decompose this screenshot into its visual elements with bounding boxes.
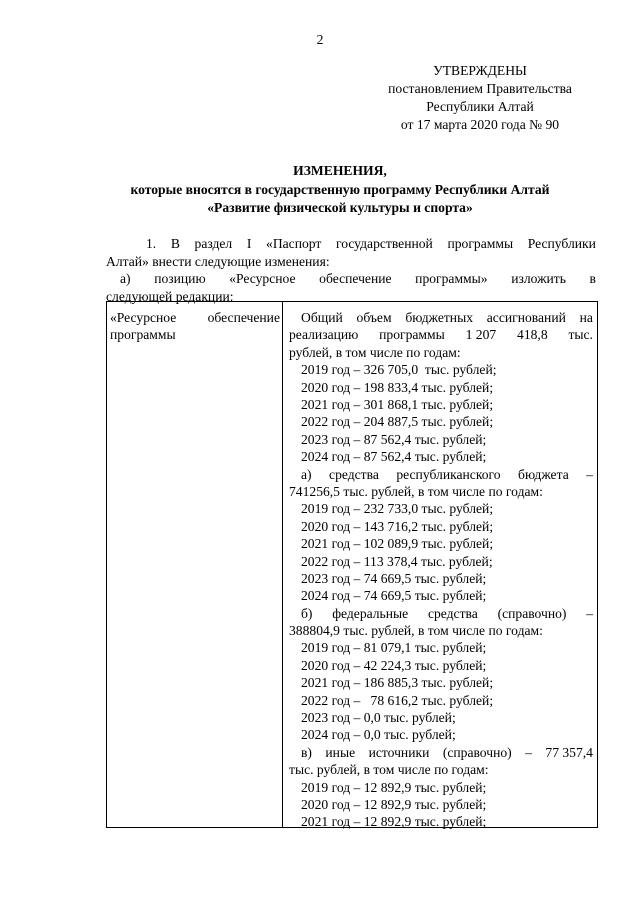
table-value-cell [283,302,597,830]
year-amount-line: 2019 год – 81 079,1 тыс. рублей; [301,640,487,656]
word: 77 357,4 [545,744,593,760]
word: средства [427,605,478,621]
total-years-list [289,361,593,465]
word: позицию [154,271,206,287]
title-line: которые вносятся в государственную программу Республики Алтай [130,181,550,197]
word: иные [325,744,356,760]
b-years-list [289,639,593,743]
word: средства [329,466,379,482]
c-years-list [289,779,593,831]
year-amount-line: 2024 год – 74 669,5 тыс. рублей; [301,588,487,604]
year-amount-line: 2023 год – 0,0 тыс. рублей; [301,710,456,726]
word: б) [301,605,313,621]
year-amount-line: 2020 год – 42 224,3 тыс. рублей; [301,657,487,673]
word: «Ресурсное [229,271,296,287]
word: В [170,236,180,251]
b-line-2: 388804,9 тыс. рублей, в том числе по годам: [289,623,543,639]
total-line-1 [289,309,593,326]
year-amount-line: 2022 год – 113 378,4 тыс. рублей; [301,553,493,569]
word: обеспечение [319,271,392,287]
word: Республики [527,236,596,251]
word: программы» [415,271,488,287]
intro-paragraph-2-line-2: следующей редакции: [106,288,234,304]
word: 1. [146,236,157,251]
year-amount-line: 2019 год – 232 733,0 тыс. рублей; [301,501,494,517]
word: «Ресурсное [110,310,177,325]
label-line-2: программы [110,327,176,343]
a-line-1 [289,466,593,483]
year-amount-line: 2020 год – 198 833,4 тыс. рублей; [301,379,494,395]
word: – [586,605,593,621]
word: – [525,744,532,760]
c-line-2: тыс. рублей, в том числе по годам: [289,762,489,778]
intro-paragraph-1-line-2: Алтай» внести следующие изменения: [106,253,330,269]
intro-paragraph-1-line-1 [106,235,596,253]
word: в [589,271,596,287]
word: раздел [194,236,233,251]
year-amount-line: 2023 год – 74 669,5 тыс. рублей; [301,570,487,586]
word: на [579,310,593,325]
title-line: ИЗМЕНЕНИЯ, [293,163,387,178]
c-line-1 [289,744,593,761]
approval-line: Республики Алтай [426,99,534,114]
word: Общий [301,310,343,325]
year-amount-line: 2020 год – 143 716,2 тыс. рублей; [301,518,494,534]
word: «Паспорт [266,236,322,251]
word: программы [447,236,514,251]
word: I [246,236,252,251]
approval-stamp [360,62,600,134]
word: реализацию [289,327,359,343]
label-line-1 [110,309,280,326]
year-amount-line: 2022 год – 204 887,5 тыс. рублей; [301,414,494,430]
word: в) [301,744,312,760]
table-label-cell [107,302,283,827]
a-years-list [289,500,593,604]
word: бюджета [518,466,569,482]
year-amount-line: 2020 год – 12 892,9 тыс. рублей; [301,797,487,813]
total-line-2 [289,326,593,343]
word: бюджетных [405,310,474,325]
word: обеспечение [207,310,280,325]
word: (справочно) [497,605,567,621]
approval-line: постановлением Правительства [388,81,572,96]
year-amount-line: 2023 год – 87 562,4 тыс. рублей; [301,431,487,447]
approval-line: УТВЕРЖДЕНЫ [433,63,527,78]
word: объем [356,310,392,325]
year-amount-line: 2021 год – 301 868,1 тыс. рублей; [301,396,494,412]
a-line-2: 741256,5 тыс. рублей, в том числе по годам: [289,483,543,499]
word: федеральные [332,605,409,621]
word: – [586,466,593,482]
total-line-3: рублей, в том числе по годам: [289,344,461,360]
b-line-1 [289,605,593,622]
year-amount-line: 2024 год – 0,0 тыс. рублей; [301,727,456,743]
document-title [90,162,590,218]
year-amount-line: 2024 год – 87 562,4 тыс. рублей; [301,449,487,465]
word: изложить [511,271,566,287]
title-line: «Развитие физической культуры и спорта» [207,200,473,215]
word: ассигнований [486,310,566,325]
word: источники [368,744,430,760]
year-amount-line: 2021 год – 186 885,3 тыс. рублей; [301,675,494,691]
word: государственной [335,236,433,251]
word: республиканского [396,466,501,482]
word: (справочно) [442,744,512,760]
word: тыс. [568,327,593,343]
page-number: 2 [316,32,324,47]
year-amount-line: 2019 год – 326 705,0 тыс. рублей; [301,362,497,378]
word: программы [379,327,445,343]
intro-paragraph-2-line-1 [106,270,596,288]
year-amount-line: 2021 год – 12 892,9 тыс. рублей; [301,814,487,830]
year-amount-line: 2019 год – 12 892,9 тыс. рублей; [301,779,487,795]
resource-provision-table [106,301,598,828]
word: а) [120,271,131,287]
word: а) [301,466,312,482]
word: 418,8 [517,327,548,343]
intro-text [106,235,596,305]
year-amount-line: 2021 год – 102 089,9 тыс. рублей; [301,536,494,552]
word: 1 207 [465,327,497,343]
year-amount-line: 2022 год – 78 616,2 тыс. рублей; [301,692,494,708]
approval-line: от 17 марта 2020 года № 90 [400,117,560,132]
